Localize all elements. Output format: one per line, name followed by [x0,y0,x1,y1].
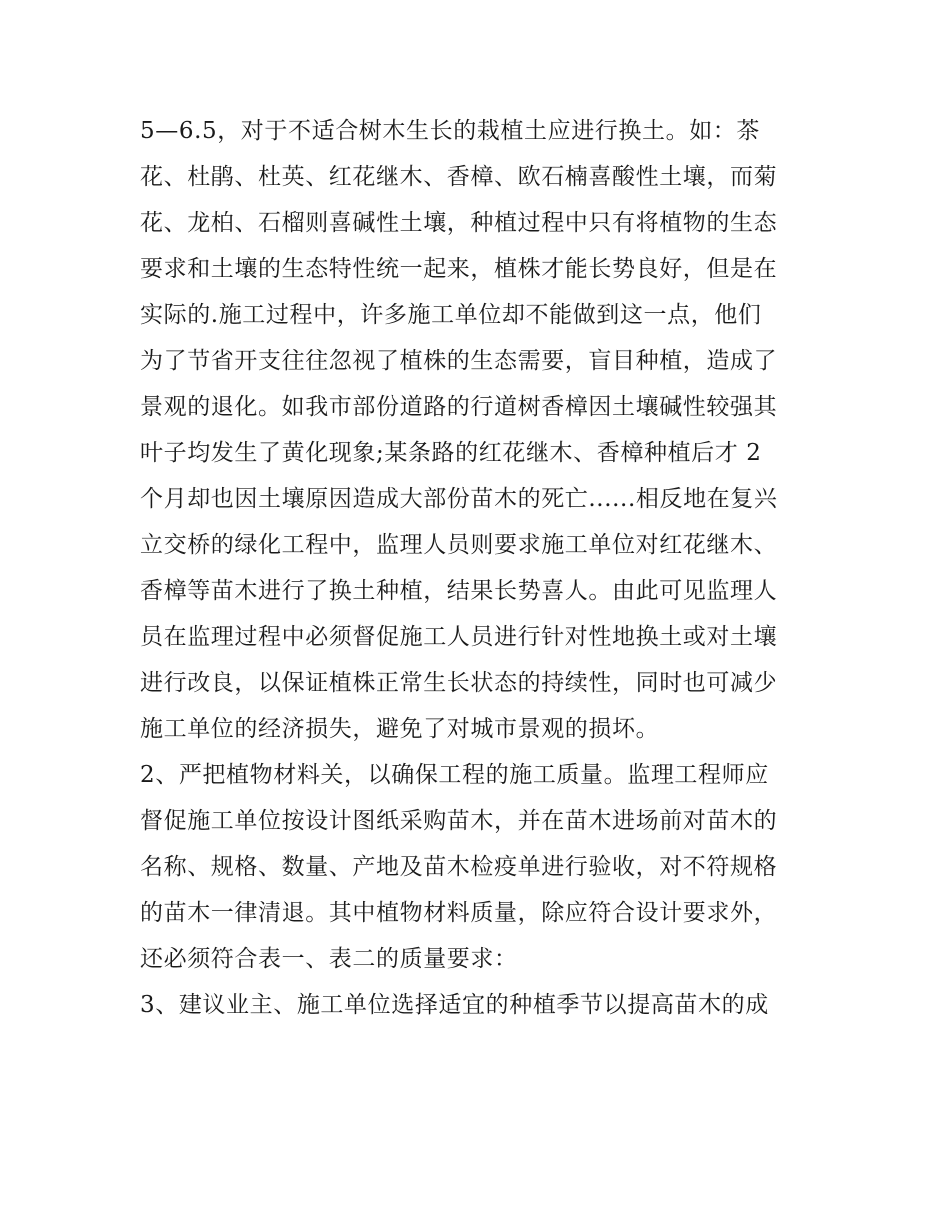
text-line: 为了节省开支往往忽视了植株的生态需要，盲目种植，造成了 [140,348,778,374]
text-line: 花、杜鹃、杜英、红花继木、香樟、欧石楠喜酸性土壤，而菊 [140,164,778,190]
text-line: 实际的.施工过程中，许多施工单位却不能做到这一点，他们 [140,302,762,328]
text-line: 3、建议业主、施工单位选择适宜的种植季节以提高苗木的成 [140,992,769,1018]
text-line: 花、龙柏、石榴则喜碱性土壤，种植过程中只有将植物的生态 [140,210,778,236]
text-line: 要求和土壤的生态特性统一起来，植株才能长势良好，但是在 [140,256,778,282]
body-text [140,108,820,1028]
text-line: 进行改良，以保证植株正常生长状态的持续性，同时也可减少 [140,670,778,696]
text-line: 2、严把植物材料关，以确保工程的施工质量。监理工程师应 [140,762,769,788]
text-line: 名称、规格、数量、产地及苗木检疫单进行验收，对不符规格 [140,854,778,880]
text-line: 叶子均发生了黄化现象;某条路的红花继木、香樟种植后才 2 [140,440,762,466]
text-line: 5—6.5，对于不适合树木生长的栽植土应进行换土。如：茶 [140,118,761,144]
text-line: 个月却也因土壤原因造成大部份苗木的死亡......相反地在复兴 [140,486,778,512]
text-line: 景观的退化。如我市部份道路的行道树香樟因土壤碱性较强其 [140,394,778,420]
text-line: 的苗木一律清退。其中植物材料质量，除应符合设计要求外， [140,900,778,926]
text-line: 施工单位的经济损失，避免了对城市景观的损坏。 [140,716,660,742]
text-line: 员在监理过程中必须督促施工人员进行针对性地换土或对土壤 [140,624,778,650]
text-line: 香樟等苗木进行了换土种植，结果长势喜人。由此可见监理人 [140,578,778,604]
text-line: 立交桥的绿化工程中，监理人员则要求施工单位对红花继木、 [140,532,778,558]
text-line: 还必须符合表一、表二的质量要求： [140,946,518,972]
text-line: 督促施工单位按设计图纸采购苗木，并在苗木进场前对苗木的 [140,808,778,834]
